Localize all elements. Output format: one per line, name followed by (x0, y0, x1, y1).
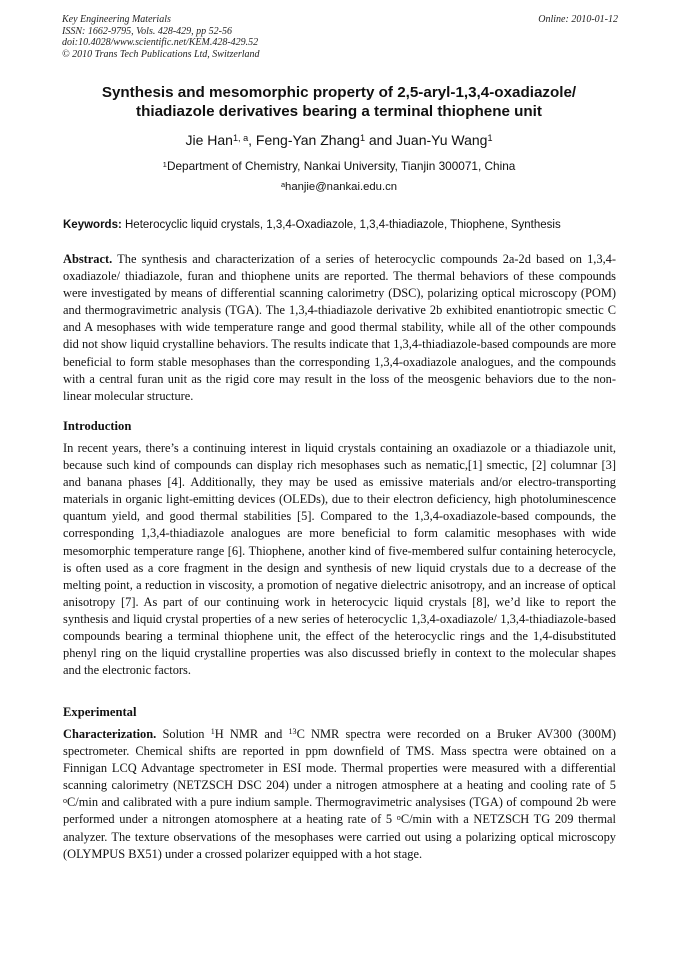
author-3-affil-mark: 1 (487, 132, 493, 143)
degree-superscript-2: o (396, 812, 401, 822)
journal-info (62, 14, 618, 60)
paper-title (50, 83, 628, 121)
characterization-text-1: Solution (156, 727, 211, 741)
characterization-text-3: C NMR spectra were recorded on a Bruker AV300 (300M) spectrometer. Chemical shifts are reported in ppm downfield of TMS. Mass spectra were obtained on a Finnigan LCQ Advantage spectrometer in ESI mode. Thermal properties were measured with a differential scanning calorimetry (NETZSCH DSC 204) under a nitrogen atmosphere at a heating and cooling rate of 5 (63, 727, 616, 793)
c-nmr-superscript: 13 (288, 727, 297, 737)
keywords-text: Heterocyclic liquid crystals, 1,3,4-Oxadiazole, 1,3,4-thiadiazole, Thiophene, Synthesis (121, 219, 561, 231)
affiliation (0, 159, 678, 174)
journal-copyright: © 2010 Trans Tech Publications Ltd, Switzerland (62, 48, 260, 60)
journal-header (62, 14, 618, 60)
abstract-text: The synthesis and characterization of a series of heterocyclic compounds 2a-2d based on 1,3,4-oxadiazole/ thiadiazole, furan and thiophene units are reported. The thermal behaviors of these compounds were investigated by means of differential scanning calorimetry (DSC), polarizing optical microscopy (POM) and thermogravimetric analysis (TGA). The 1,3,4-thiadiazole derivative 2b exhibited enantiotropic smectic C and A mesophases with wide temperature range and good thermal stability, while all of the other compounds did not show liquid crystalline behaviors. The results indicate that 1,3,4-thiadiazole-based compounds are more beneficial to form stable mesophases than the corresponding 1,3,4-oxadiazole analogues, and the compounds with a central furan unit as the rigid core may result in the loss of the meosgenic behaviors due to the non-linear molecular structure. (63, 252, 616, 403)
abstract-label: Abstract. (63, 252, 113, 266)
author-2-affil-mark: 1 (359, 132, 365, 143)
online-date: Online: 2010-01-12 (538, 14, 618, 25)
journal-issn: ISSN: 1662-9795, Vols. 428-429, pp 52-56 (62, 25, 232, 37)
author-1: Jie Han (185, 132, 233, 148)
characterization-label: Characterization. (63, 727, 157, 741)
keywords (63, 218, 619, 233)
email-address[interactable]: hanjie@nankai.edu.cn (285, 181, 398, 193)
title-line-2: thiadiazole derivatives bearing a terminal thiophene unit (136, 103, 542, 120)
title-line-1: Synthesis and mesomorphic property of 2,5-aryl-1,3,4-oxadiazole/ (101, 84, 577, 101)
h-nmr-superscript: 1 (210, 727, 215, 737)
author-1-affil-mark: 1, a (232, 132, 249, 143)
author-email (0, 180, 678, 195)
characterization-paragraph (63, 726, 616, 863)
abstract (63, 251, 616, 405)
affiliation-mark: 1 (162, 159, 167, 169)
author-2: , Feng-Yan Zhang (248, 132, 360, 148)
journal-doi: doi:10.4028/www.scientific.net/KEM.428-429.52 (62, 37, 259, 48)
introduction-text: In recent years, there’s a continuing interest in liquid crystals containing an oxadiazole or a thiadiazole unit, because such kind of compounds can display rich mesophases such as nematic,[1] smectic, [2] columnar [3] and banana phases [4]. Additionally, they may be used as emissive materials and/or electro-transporting materials in organic light-emitting devices (OLEDs), due to their electron deficiency, high photoluminescence quantum yield, and good thermal stabilities [5]. Compared to the 1,3,4-oxadiazole-based compounds, the corresponding 1,3,4-thiadiazole analogues are more beneficial to form calamitic mesophases with wide mesomorphic temperature range [6]. Thiophene, another kind of five-membered sulfur containing heterocycle, is often used as a core fragment in the design and synthesis of new liquid crystals due to a decrease of the melting point, a reduction in viscosity, a promotion of negative dielectric anisotropy, and an increase of optical anisotropy [7]. As part of our continuing work in heterocycic liquid crystals [8], we’d like to report the synthesis and liquid crystal properties of a new series of heterocyclic 1,3,4-oxadiazole/ 1,3,4-thiadiazole-based compounds bearing a terminal thiophene unit, the effect of the heterocyclic rings and the 1,4-disubstituted phenyl ring on the liquid crystalline properties was also discussed briefly in context to the molecular shapes and the electronic factors. (63, 441, 616, 678)
author-3: and Juan-Yu Wang (365, 132, 488, 148)
experimental-heading: Experimental (63, 705, 137, 719)
introduction-heading: Introduction (63, 419, 132, 433)
characterization-text-2: H NMR and (214, 727, 289, 741)
degree-superscript-1: o (63, 795, 68, 805)
keywords-label: Keywords: (63, 219, 122, 231)
characterization-text-5: C/min with a NETZSCH TG 209 thermal analyzer. The texture observations of the mesophases were carried out using a polarizing optical microscopy (OLYMPUS BX51) under a crossed polarizer equipped with a hot stage. (63, 812, 616, 861)
affiliation-text: Department of Chemistry, Nankai University, Tianjin 300071, China (166, 159, 516, 173)
email-mark: a (280, 179, 286, 189)
journal-name: Key Engineering Materials (62, 14, 171, 25)
characterization-text-4: C/min and calibrated with a pure indium sample. Thermogravimetric analysises (TGA) of compound 2b were performed under a nitrongen atomosphere at a heating rate of 5 (63, 795, 616, 827)
author-list (0, 131, 678, 149)
